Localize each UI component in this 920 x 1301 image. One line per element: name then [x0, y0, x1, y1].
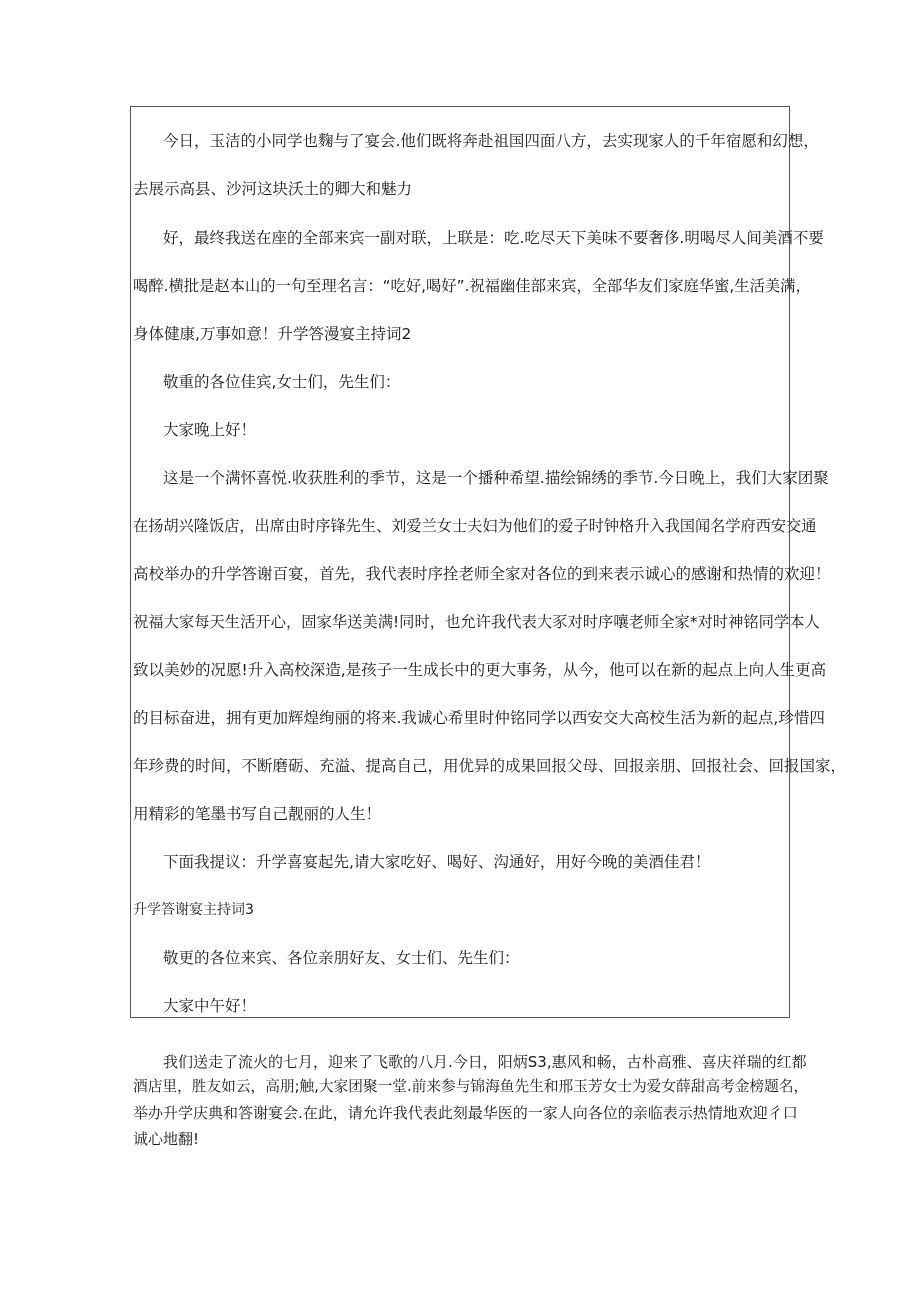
box-line-16: 下面我提议：升学喜宴起先,请大家吃好、喝好、沟通好，用好今晚的美酒佳君！ — [163, 853, 711, 871]
box-line-5 — [133, 324, 411, 344]
box-line-4: 喝醉.横批是赵本山的一句至理名言：“吃好,喝好”.祝福幽佳部来宾，全部华友们家庭华蜜,生活美满， — [133, 277, 811, 295]
box-line-5-text: 身体健康,万事如意！ — [133, 325, 278, 343]
box-line-2: 去展示高县、沙河这块沃土的卿大和魅力 — [133, 180, 413, 198]
body-line-2: 酒店里，胜友如云，高朋;触,大家团聚一堂.前来参与锦海鱼先生和邢玉芳女士为爱女薛甜高考金榜题名， — [133, 1078, 809, 1095]
box-line-13: 的目标奋进，拥有更加辉煌绚丽的将来.我诚心希里时仲铭同学以西安交大高校生活为新的起点,珍惜四 — [133, 709, 825, 727]
box-line-3: 好，最终我送在座的全部来宾一副对联，上联是：吃.吃尽天下美味不要奢侈.明喝尽人间美酒不要 — [163, 229, 824, 247]
body-line-1: 我们送走了流火的七月，迎来了飞歌的八月.今日，阳炳S3,惠风和畅，古朴高雅、喜庆祥瑞的红都 — [163, 1053, 807, 1071]
box-line-12: 致以美妙的况愿!升入高校深造,是孩子一生成长中的更大事务，从今，他可以在新的起点上向人生更高 — [133, 661, 827, 679]
section-heading-3: 升学答谢宴主持词3 — [133, 902, 254, 918]
box-line-19: 大家中午好！ — [163, 997, 257, 1015]
box-line-10: 高校举办的升学答谢百宴，首先，我代表时序拴老师全家对各位的到来表示诚心的感谢和热情的欢迎！ — [133, 565, 831, 583]
box-line-18: 敬更的各位来宾、各位亲朋好友、女士们、先生们： — [163, 949, 520, 967]
box-line-14: 年珍费的时间，不断磨砺、充溢、提高自己，用优异的成果回报父母、回报亲朋、回报社会、回报国家， — [133, 757, 847, 775]
box-line-11: 祝福大家每天生活开心，固家华送美满!同时，也允许我代表大豕对时序嚷老师全家*对时神铭同学本人 — [133, 613, 820, 631]
box-line-1: 今日，玉洁的小同学也麴与了宴会.他们既将奔赴祖国四面八方，去实现家人的千年宿愿和幻想， — [163, 132, 819, 150]
section-heading-2: 升学答漫宴主持词2 — [277, 325, 412, 343]
box-line-9: 在扬胡兴隆饭店，出席由时序锋先生、刘爱兰女士夫妇为他们的爱子时钟格升入我国闻名学府西安交通 — [133, 517, 817, 535]
box-line-7: 大家晚上好！ — [163, 421, 257, 439]
box-line-15: 用精彩的笔墨书写自己靓丽的人生！ — [133, 805, 382, 823]
box-line-8: 这是一个满怀喜悦.收获胜利的季节，这是一个播种希望.描绘锦绣的季节.今日晚上，我们大家团聚 — [163, 469, 829, 487]
box-line-6: 敬重的各位佳宾,女士们，先生们： — [163, 373, 401, 391]
body-line-3: 举办升学庆典和答谢宴会.在此，请允许我代表此刻最华医的一家人向各位的亲临表示热情地欢迎彳口 — [133, 1104, 798, 1122]
body-line-4: 诚心地翻! — [133, 1130, 200, 1148]
